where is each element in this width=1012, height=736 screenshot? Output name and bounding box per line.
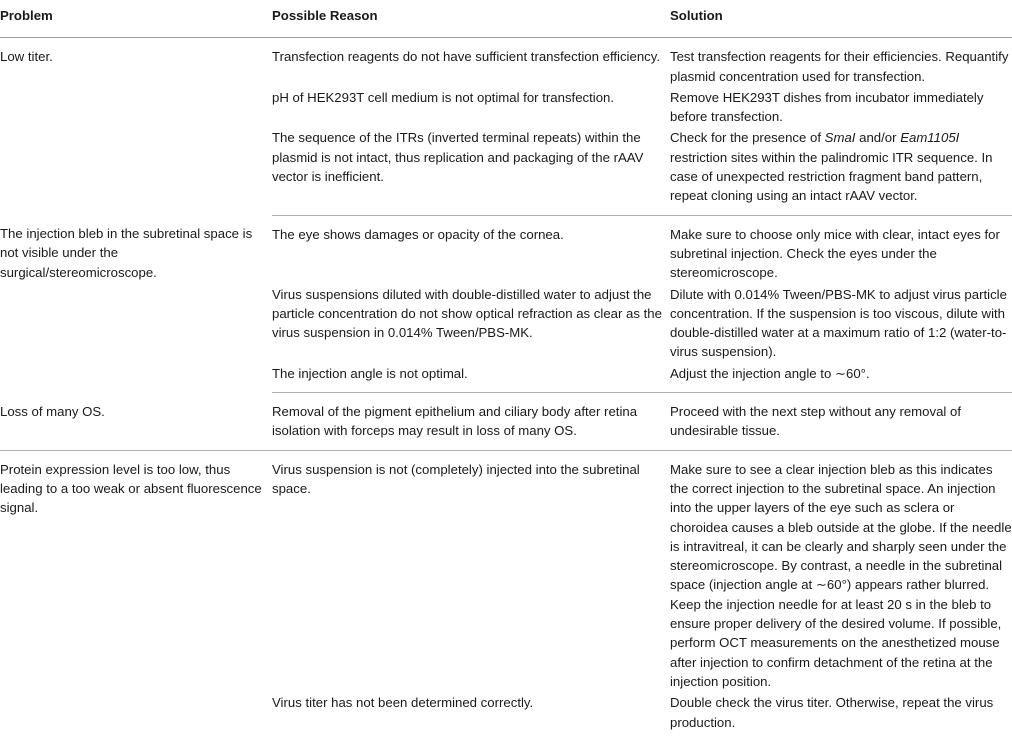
reason-cell: Transfection reagents do not have sufficient transfection efficiency. [272,49,661,65]
problem-cell: Protein expression level is too low, thus leading to a too weak or absent fluorescence signal. [0,461,262,516]
solution-cell: Proceed with the next step without any removal of undesirable tissue. [670,393,1012,451]
enzyme-name: Eam1105I [900,130,960,146]
reason-cell: Removal of the pigment epithelium and ciliary body after retina isolation with forceps may result in loss of many OS. [272,393,670,451]
table-row [0,38,1012,86]
reason-cell: Virus titer has not been determined correctly. [272,695,534,711]
header-solution: Solution [670,0,1012,38]
solution-cell: Make sure to see a clear injection bleb as this indicates the correct injection to the subretinal space. An injection into the upper layers of the eye such as sclera or choroidea causes a bleb outside at the globe. If the needle is intravitreal, it can be clearly and sharply seen under the stereomicroscope. By contrast, a needle in the subretinal space (injection angle at ∼60°) appears rather blurred. Keep the injection needle for at least 20 s in the bleb to ensure proper delivery of the desired volume. If possible, perform OCT measurements on the anesthetized mouse after injection to confirm detachment of the retina at the injection position. [670,461,1012,689]
table-header [0,0,1012,38]
header-reason: Possible Reason [272,0,670,38]
problem-cell: Low titer. [0,49,53,65]
header-row [0,0,1012,38]
table-row [0,215,1012,282]
solution-text: restriction sites within the palindromic ITR sequence. In case of unexpected restriction fragment band pattern, repeat cloning using an intact rAAV vector. [670,149,993,204]
solution-cell: Remove HEK293T dishes from incubator immediately before transfection. [670,89,984,125]
problem-cell: The injection bleb in the subretinal space is not visible under the surgical/stereomicroscope. [0,226,253,280]
reason-cell: The sequence of the ITRs (inverted terminal repeats) within the plasmid is not intact, thus replication and packaging of the rAAV vector is inefficient. [272,126,670,215]
solution-cell: Adjust the injection angle to ∼60°. [670,362,1012,393]
solution-cell: Double check the virus titer. Otherwise, repeat the virus production. [670,695,994,730]
reason-cell: The eye shows damages or opacity of the cornea. [272,226,564,242]
table-row [0,393,1012,451]
solution-cell [670,126,1012,215]
solution-text: and/or [855,130,901,146]
solution-text: Check for the presence of [670,130,825,146]
solution-cell: Dilute with 0.014% Tween/PBS-MK to adjust virus particle concentration. If the suspension is too viscous, dilute with double-distilled water at a maximum ratio of 1:2 (water-to-virus suspension). [670,286,1007,360]
reason-cell: Virus suspensions diluted with double-distilled water to adjust the particle concentration do not show optical refraction as clear as the virus suspension in 0.014% Tween/PBS-MK. [272,286,662,341]
reason-cell: The injection angle is not optimal. [272,362,670,393]
reason-cell: Virus suspension is not (completely) injected into the subretinal space. [272,461,640,496]
reason-cell: pH of HEK293T cell medium is not optimal for transfection. [272,89,615,105]
problem-cell: Loss of many OS. [0,393,272,451]
enzyme-name: SmaI [824,130,856,146]
solution-cell: Make sure to choose only mice with clear, intact eyes for subretinal injection. Check the eyes under the stereomicroscope. [670,226,1000,281]
table-row [0,450,1012,691]
solution-cell: Test transfection reagents for their efficiencies. Requantify plasmid concentration used for transfection. [670,49,1009,84]
header-problem: Problem [0,0,272,38]
